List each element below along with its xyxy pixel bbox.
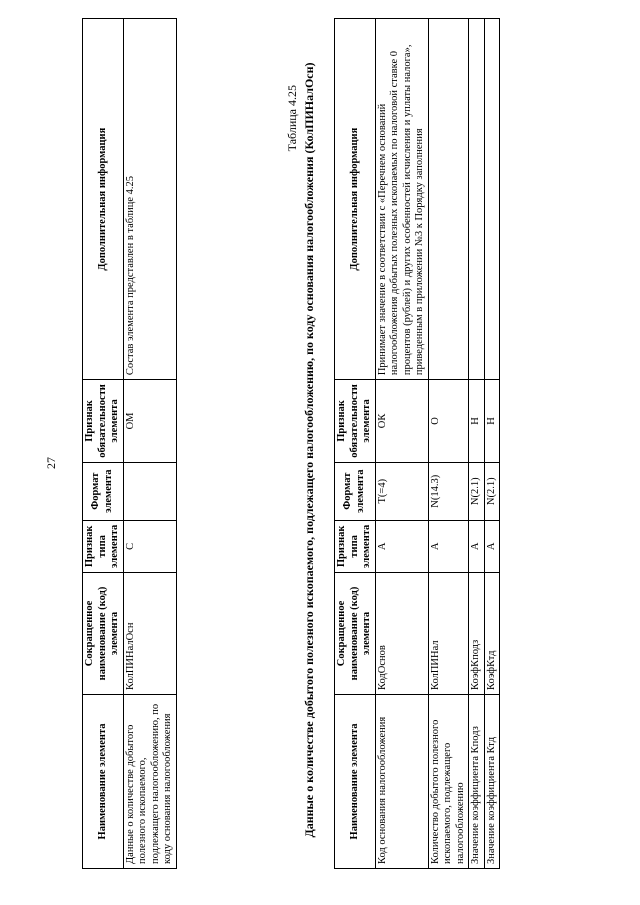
header-cell: Дополнительная информация (83, 19, 124, 380)
cell-element-code: КолПИНалОсн (123, 573, 176, 695)
cell-info: Принимает значение в соответствии с «Перечнем оснований налогообложения добытых полезных ископаемых по налоговой ставке 0 процентов (рублей) и других особенностей исчисления и уплаты налога», приведенным в приложении №3 к Порядку заполнения (375, 19, 428, 380)
header-cell: Признак типа элемента (83, 520, 124, 572)
cell-format: N(2.1) (469, 462, 485, 520)
header-cell: Формат элемента (335, 462, 376, 520)
cell-type: А (428, 520, 469, 572)
table-row (469, 19, 485, 869)
cell-element-code: КолПИНал (428, 573, 469, 695)
cell-required: Н (484, 380, 500, 463)
header-cell: Признак обязательности элемента (83, 380, 124, 463)
table-caption: Таблица 4.25 (285, 85, 299, 152)
cell-type: А (484, 520, 500, 572)
header-row (335, 19, 376, 869)
cell-element-code: КоэфКтд (484, 573, 500, 695)
cell-info (428, 19, 469, 380)
cell-element-code: КодОснов (375, 573, 428, 695)
cell-type: С (123, 520, 176, 572)
cell-type: А (375, 520, 428, 572)
header-row (83, 19, 124, 869)
table-title: Данные о количестве добытого полезного ископаемого, подлежащего налогообложению, по коду основания налогообложения (КолПИНалОсн) (302, 62, 316, 838)
cell-element-name: Код основания налогообложения (375, 695, 428, 869)
cell-format: Т(=4) (375, 462, 428, 520)
cell-type: А (469, 520, 485, 572)
cell-format: N(2.1) (484, 462, 500, 520)
table-row (428, 19, 469, 869)
cell-required: ОК (375, 380, 428, 463)
cell-format (123, 462, 176, 520)
header-cell: Сокращенное наименование (код) элемента (83, 573, 124, 695)
cell-info (484, 19, 500, 380)
cell-required: О (428, 380, 469, 463)
element-table-top (82, 18, 177, 869)
header-cell: Дополнительная информация (335, 19, 376, 380)
element-table-4-25 (334, 18, 500, 869)
cell-info (469, 19, 485, 380)
page-number: 27 (44, 457, 58, 469)
header-cell: Признак обязательности элемента (335, 380, 376, 463)
cell-required: Н (469, 380, 485, 463)
header-cell: Признак типа элемента (335, 520, 376, 572)
cell-element-code: КоэфКподз (469, 573, 485, 695)
header-cell: Формат элемента (83, 462, 124, 520)
cell-element-name: Значение коэффициента Кподз (469, 695, 485, 869)
cell-element-name: Данные о количестве добытого полезного ископаемого, подлежащего налогообложению, по коду основания налогообложения (123, 695, 176, 869)
header-cell: Наименование элемента (335, 695, 376, 869)
cell-format: N(14.3) (428, 462, 469, 520)
table-row (375, 19, 428, 869)
cell-element-name: Количество добытого полезного ископаемого, подлежащего налогообложению (428, 695, 469, 869)
cell-required: ОМ (123, 380, 176, 463)
table-row (123, 19, 176, 869)
table-row (484, 19, 500, 869)
cell-element-name: Значение коэффициента Ктд (484, 695, 500, 869)
header-cell: Сокращенное наименование (код) элемента (335, 573, 376, 695)
header-cell: Наименование элемента (83, 695, 124, 869)
cell-info: Состав элемента представлен в таблице 4.25 (123, 19, 176, 380)
